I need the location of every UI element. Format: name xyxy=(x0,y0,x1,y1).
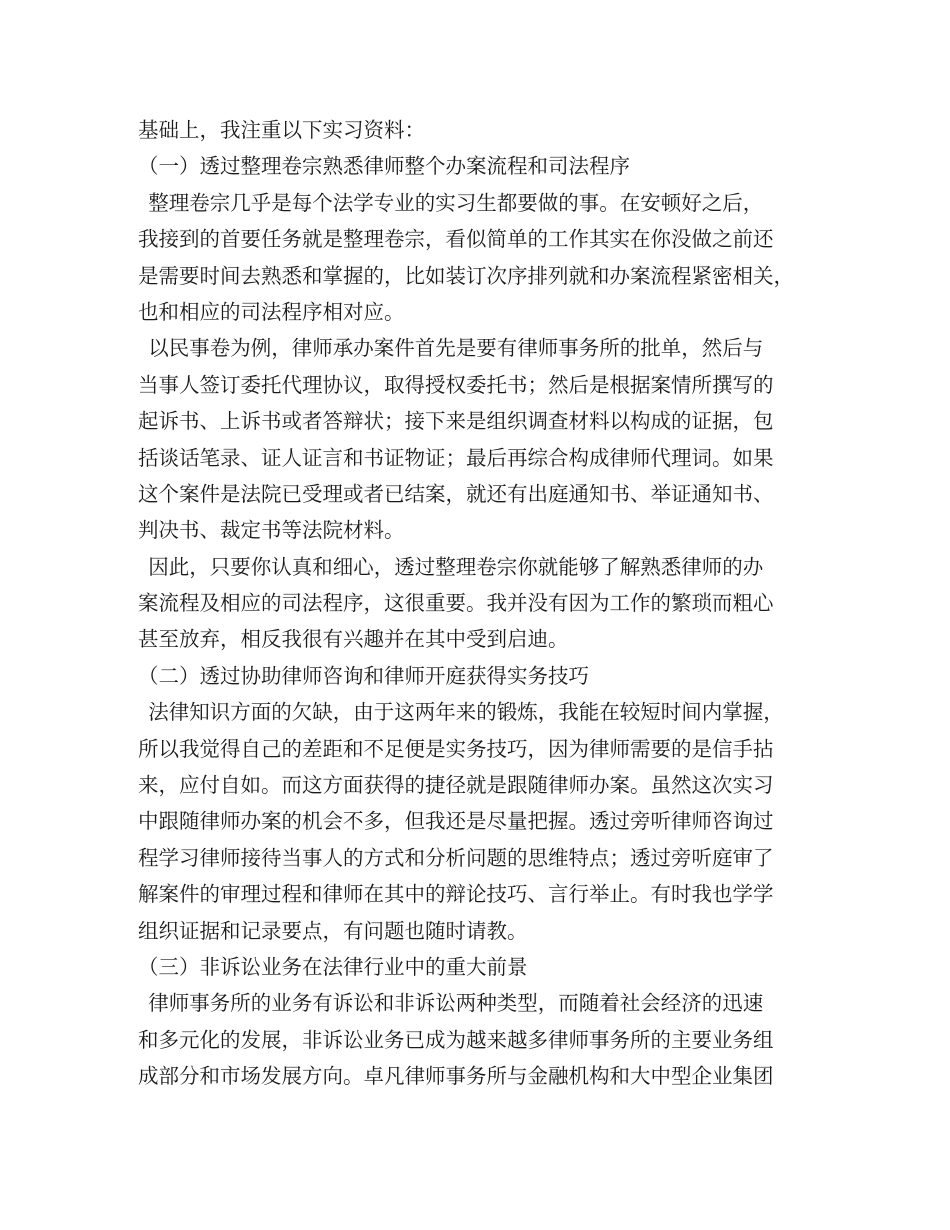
text-line: 起诉书、上诉书或者答辩状；接下来是组织调查材料以构成的证据，包 xyxy=(138,409,774,434)
text-line: 来，应付自如。而这方面获得的捷径就是跟随律师办案。虽然这次实习 xyxy=(138,773,774,798)
text-line: 当事人签订委托代理协议，取得授权委托书；然后是根据案情所撰写的 xyxy=(138,372,774,397)
text-line: 我接到的首要任务就是整理卷宗，看似简单的工作其实在你没做之前还 xyxy=(138,227,774,252)
text-line: 也和相应的司法程序相对应。 xyxy=(138,299,405,324)
text-line: 程学习律师接待当事人的方式和分析问题的思维特点；透过旁听庭审了 xyxy=(138,845,774,870)
text-line: 成部分和市场发展方向。卓凡律师事务所与金融机构和大中型企业集团 xyxy=(138,1064,774,1089)
text-line: 和多元化的发展，非诉讼业务已成为越来越多律师事务所的主要业务组 xyxy=(138,1027,774,1052)
text-line: 中跟随律师办案的机会不多，但我还是尽量把握。透过旁听律师咨询过 xyxy=(138,809,774,834)
text-line: 所以我觉得自己的差距和不足便是实务技巧，因为律师需要的是信手拈 xyxy=(138,736,774,761)
section-heading-3: （三）非诉讼业务在法律行业中的重大前景 xyxy=(138,954,528,979)
text-line: 是需要时间去熟悉和掌握的，比如装订次序排列就和办案流程紧密相关， xyxy=(138,263,794,288)
text-line: 以民事卷为例，律师承办案件首先是要有律师事务所的批单，然后与 xyxy=(148,336,764,361)
text-line: 组织证据和记录要点，有问题也随时请教。 xyxy=(138,918,528,943)
text-line: 法律知识方面的欠缺，由于这两年来的锻炼，我能在较短时间内掌握， xyxy=(148,700,784,725)
text-line: 整理卷宗几乎是每个法学专业的实习生都要做的事。在安顿好之后， xyxy=(148,190,764,215)
text-line: 基础上，我注重以下实习资料： xyxy=(138,118,425,142)
section-heading-1: （一）透过整理卷宗熟悉律师整个办案流程和司法程序 xyxy=(138,154,630,179)
document-body xyxy=(138,112,818,1095)
text-line: 律师事务所的业务有诉讼和非诉讼两种类型，而随着社会经济的迅速 xyxy=(148,991,764,1016)
text-line: 括谈话笔录、证人证言和书证物证；最后再综合构成律师代理词。如果 xyxy=(138,445,774,470)
text-line: 案流程及相应的司法程序，这很重要。我并没有因为工作的繁琐而粗心 xyxy=(138,591,774,616)
text-line: 因此，只要你认真和细心，透过整理卷宗你就能够了解熟悉律师的办 xyxy=(148,554,764,579)
text-line: 解案件的审理过程和律师在其中的辩论技巧、言行举止。有时我也学学 xyxy=(138,882,774,907)
section-heading-2: （二）透过协助律师咨询和律师开庭获得实务技巧 xyxy=(138,663,589,688)
text-line: 甚至放弃，相反我很有兴趣并在其中受到启迪。 xyxy=(138,627,569,652)
text-line: 判决书、裁定书等法院材料。 xyxy=(138,518,405,543)
text-line: 这个案件是法院已受理或者已结案，就还有出庭通知书、举证通知书、 xyxy=(138,481,774,506)
